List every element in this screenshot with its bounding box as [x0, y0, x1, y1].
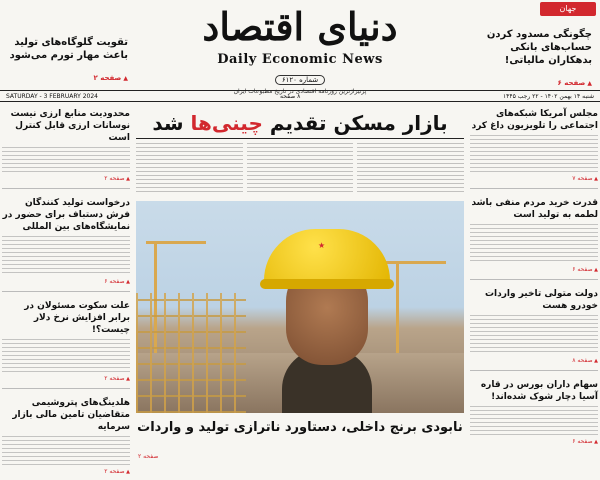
story[interactable]: [2, 300, 130, 389]
story[interactable]: [2, 108, 130, 189]
issue-number: شماره ۶۱۲۰: [275, 75, 325, 85]
story-title: قدرت خرید مردم منفی باشد لطمه به تولید است: [471, 198, 598, 220]
lead-headline[interactable]: [136, 108, 464, 139]
teaser-title: تقویت گلوگاه‌های تولید باعث مهار تورم می‌شود: [9, 37, 128, 61]
story[interactable]: [2, 197, 130, 292]
worker-figure: [264, 229, 388, 413]
story-page: ▲ صفحه ۷: [470, 175, 598, 182]
left-column: [2, 108, 130, 478]
story-title: سهام داران بورس در قاره آسیا دچار شوک شده‌اند!: [480, 380, 598, 402]
masthead-tagline: پرتیراژترین روزنامه اقتصادی در تاریخ مطبوعات ایران: [233, 88, 367, 95]
top-right-teaser[interactable]: [472, 28, 592, 90]
section-badge[interactable]: جهان: [540, 2, 596, 16]
headline-highlight: چینی‌ها: [190, 111, 263, 135]
story[interactable]: [2, 397, 130, 480]
date-english: SATURDAY - 3 FEBRUARY 2024: [6, 93, 98, 100]
masthead-name-fa: دنیای اقتصاد: [202, 4, 398, 49]
story-body: [470, 406, 598, 436]
story-page: ▲ صفحه ۶: [470, 438, 598, 445]
scaffolding: [136, 293, 246, 413]
story-title: دولت متولی تاخیر واردات خودرو هست: [484, 289, 598, 311]
top-left-teaser[interactable]: [8, 36, 128, 85]
masthead-name-en: Daily Economic News: [217, 52, 383, 67]
story-body: [470, 135, 598, 173]
teaser-page: ▲ صفحه ۶: [472, 77, 592, 90]
story-body: [2, 436, 130, 466]
story-page: ▲ صفحه ۸: [470, 357, 598, 364]
caption-page: صفحه ۲: [138, 453, 159, 460]
lead-body: [136, 143, 464, 195]
page-count: ۸ صفحه: [280, 93, 301, 100]
story[interactable]: [470, 197, 598, 280]
story[interactable]: [470, 108, 598, 189]
photo-caption[interactable]: نابودی برنج داخلی، دستاورد ناترازی تولید و واردات: [137, 420, 463, 435]
story-body: [2, 339, 130, 373]
story-body: [470, 315, 598, 355]
right-column: [470, 108, 598, 478]
story-title: هلدینگ‌های پتروشیمی متقاضیان تامین مالی بازار سرمایه: [12, 398, 130, 432]
story-body: [2, 147, 130, 173]
date-persian: شنبه ۱۴ بهمن ۱۴۰۲ - ۲۲ رجب ۱۴۴۵: [502, 93, 594, 100]
masthead: [130, 4, 470, 100]
story[interactable]: [470, 379, 598, 451]
headline-part: بازار مسکن تقدیم: [269, 111, 448, 135]
dateline: [0, 90, 600, 102]
story[interactable]: [470, 288, 598, 371]
crane-mast: [396, 261, 399, 361]
lead-text-column: [247, 143, 354, 195]
story-page: ▲ صفحه ۶: [2, 278, 130, 285]
helmet-logo-icon: ★: [318, 241, 326, 250]
story-page: ▲ صفحه ۲: [2, 175, 130, 182]
story-title: محدودیت منابع ارزی نیست نوسانات ارزی قابل کنترل است: [10, 109, 130, 143]
hard-hat-brim: [260, 279, 394, 289]
headline-part: شد: [152, 111, 184, 135]
crane-jib: [146, 241, 206, 244]
story-title: علت سکوت مسئولان در برابر افزایش نرخ دلار چیست؟!: [24, 301, 130, 335]
story-title: درخواست تولید کنندگان فرش دستباف برای حضور در نمایشگاه‌های بین المللی: [2, 198, 130, 232]
story-body: [2, 236, 130, 276]
story-body: [470, 224, 598, 264]
lead-photo-worker: [136, 201, 464, 413]
story-page: ▲ صفحه ۲: [2, 468, 130, 475]
teaser-page: ▲ صفحه ۲: [8, 72, 128, 85]
story-page: ▲ صفحه ۶: [470, 266, 598, 273]
story-title: مجلس آمریکا شبکه‌های اجتماعی را تلویزیون داغ کرد: [471, 109, 598, 131]
lead-text-column: [357, 143, 464, 195]
story-page: ▲ صفحه ۲: [2, 375, 130, 382]
lead-text-column: [136, 143, 243, 195]
teaser-title: چگونگی مسدود کردن حساب‌های بانکی بدهکاران مالیاتی!: [486, 29, 592, 66]
lead-story: [136, 108, 464, 478]
